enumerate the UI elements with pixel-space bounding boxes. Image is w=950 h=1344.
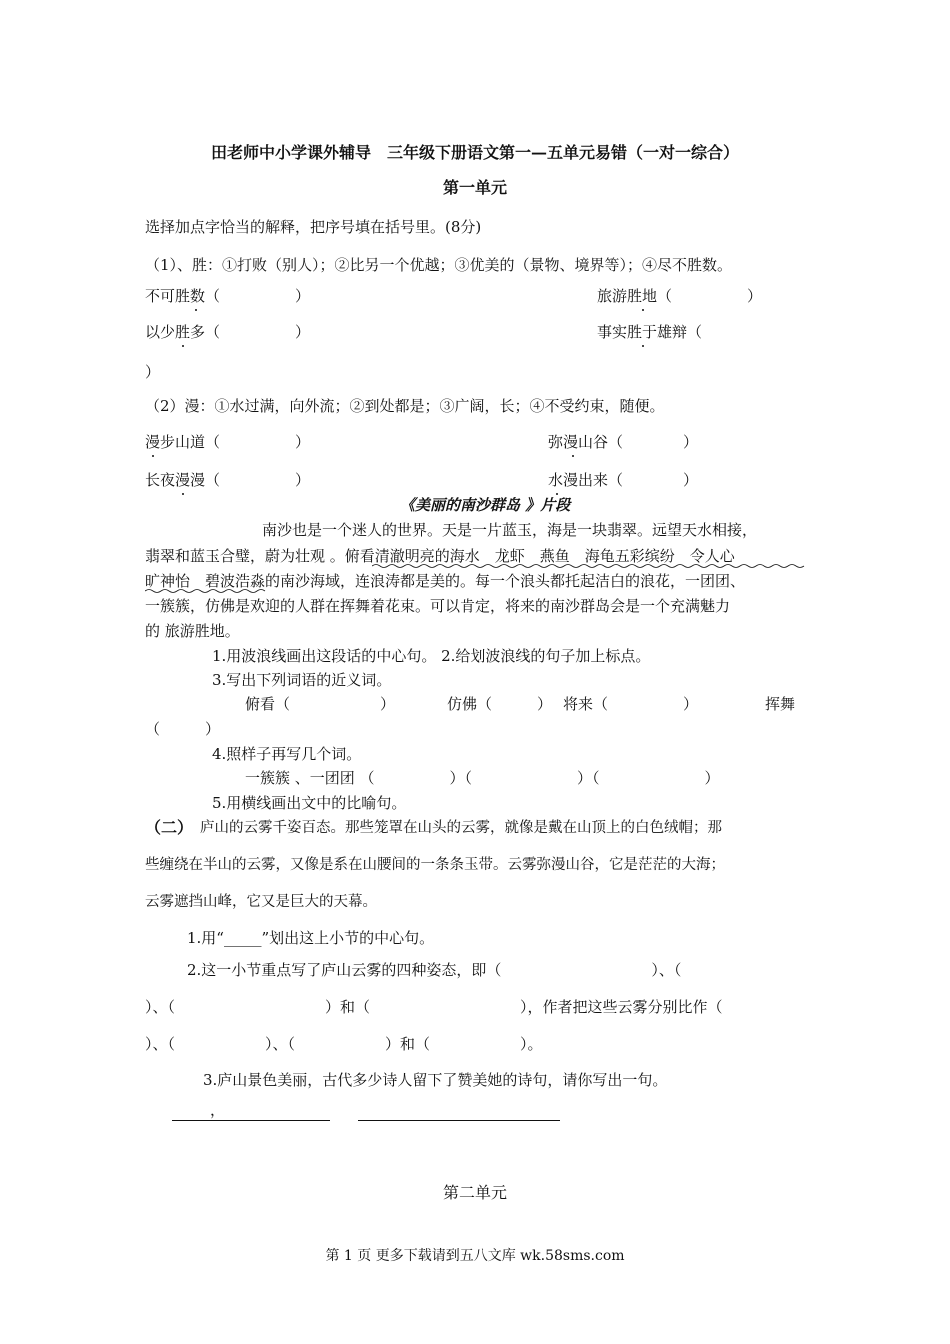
q1-d-close: ） [145, 363, 161, 381]
synonym-4: 挥舞 [765, 695, 796, 713]
emphasis-dot [572, 455, 574, 457]
answer-comma: ， [210, 1101, 226, 1119]
q1-c: 以少胜多（ ） [145, 323, 311, 341]
q1-item2: （2）漫：①水过满，向外流；②到处都是；③广阔，长；④不受约束，随便。 [145, 397, 665, 415]
passage1-line2: 翡翠和蓝玉合璧，蔚为壮观 。俯看清澈明亮的海水 龙虾 燕鱼 海龟五彩缤纷 令人心 [145, 547, 735, 565]
passage2-q2a: 2.这一小节重点写了庐山云雾的四种姿态，即（ ）、（ [187, 961, 682, 979]
answer-line-2 [358, 1120, 560, 1121]
wavy-underline [372, 563, 807, 569]
passage2-q1: 1.用“_____”划出这上小节的中心句。 [187, 929, 435, 947]
emphasis-dot [642, 309, 644, 311]
synonym-3: 将来（ ） [563, 695, 699, 713]
passage1-line5: 的 旅游胜地。 [145, 622, 240, 640]
answer-line-1 [172, 1120, 330, 1121]
passage2-q3: 3.庐山景色美丽，古代多少诗人留下了赞美她的诗句，请你写出一句。 [203, 1071, 668, 1089]
passage1-q4: 4.照样子再写几个词。 [212, 745, 362, 763]
passage1-q5: 5.用横线画出文中的比喻句。 [212, 794, 407, 812]
q1-h: 水漫出来（ ） [548, 471, 699, 489]
passage2-line3: 云雾遮挡山峰，它又是巨大的天幕。 [145, 894, 377, 910]
q1-f: 弥漫山谷（ ） [548, 433, 699, 451]
q1-a: 不可胜数（ ） [145, 287, 311, 305]
emphasis-dot [182, 345, 184, 347]
q1-item1: （1）、胜：①打败（别人）；②比另一个优越；③优美的（景物、境界等）；④尽不胜数。 [145, 256, 733, 274]
passage1-line3: 旷神怡 碧波浩淼的南沙海域，连浪涛都是美的。每一个浪头都托起洁白的浪花，一团团、 [145, 572, 746, 590]
emphasis-dot [152, 455, 154, 457]
passage2-line2: 些缠绕在半山的云雾，又像是系在山腰间的一条条玉带。云雾弥漫山谷，它是茫茫的大海； [145, 857, 725, 873]
synonym-4-blank: （ ） [145, 720, 221, 738]
emphasis-dot [642, 345, 644, 347]
passage1-line1: 南沙也是一个迷人的世界。天是一片蓝玉，海是一块翡翠。远望天水相接， [262, 521, 758, 539]
wavy-underline [145, 588, 270, 594]
emphasis-dot [182, 493, 184, 495]
passage1-q3: 3.写出下列词语的近义词。 [212, 671, 392, 689]
q1-b: 旅游胜地（ ） [597, 287, 763, 305]
passage2-line1: 庐山的云雾千姿百态。那些笼罩在山头的云雾，就像是戴在山顶上的白色绒帽；那 [200, 820, 722, 836]
page-footer: 第 1 页 更多下载请到五八文库 wk.58sms.com [325, 1248, 625, 1264]
passage1-example: 一簇簇 、一团团 （ ）（ ）（ ） [245, 769, 720, 787]
emphasis-dot [195, 309, 197, 311]
page-title: 田老师中小学课外辅导 三年级下册语文第一—五单元易错（一对一综合） [210, 143, 739, 162]
q1-instruction: 选择加点字恰当的解释，把序号填在括号里。(8分) [145, 218, 482, 236]
passage1-q12: 1.用波浪线画出这段话的中心句。 2.给划波浪线的句子加上标点。 [212, 647, 651, 665]
unit2-heading: 第二单元 [442, 1183, 507, 1202]
q1-e: 漫步山道（ ） [145, 433, 311, 451]
passage1-line4: 一簇簇，仿佛是欢迎的人群在挥舞着花束。可以肯定，将来的南沙群岛会是一个充满魅力 [145, 597, 731, 615]
passage1-title: 《美丽的南沙群岛 》片段 [400, 496, 571, 514]
synonym-1: 俯看（ ） [245, 695, 396, 713]
q1-g: 长夜漫漫（ ） [145, 471, 311, 489]
synonym-2: 仿佛（ ） [447, 695, 553, 713]
passage2-q2b: ）、（ ）和（ ），作者把这些云雾分别比作（ [145, 998, 723, 1016]
passage2-label: （二） [145, 818, 194, 837]
q1-d: 事实胜于雄辩（ [597, 323, 703, 341]
passage2-q2c: ）、（ ）、（ ）和（ ）。 [145, 1035, 543, 1053]
unit1-heading: 第一单元 [442, 178, 507, 197]
